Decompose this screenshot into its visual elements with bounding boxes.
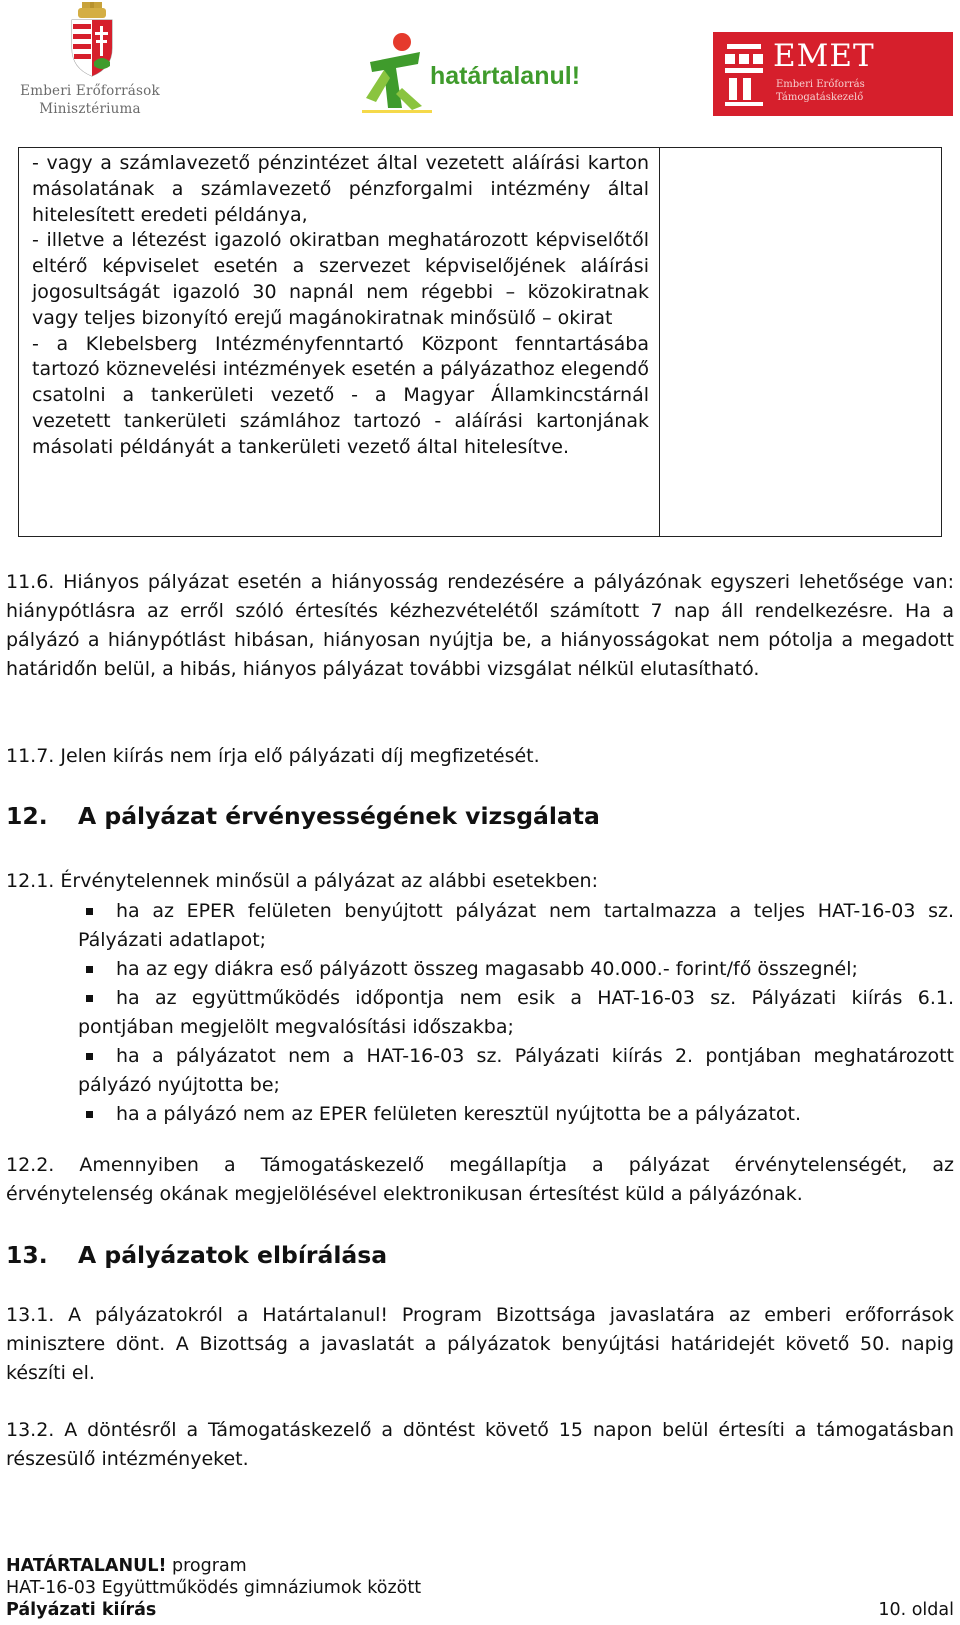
- hungarian-coat-of-arms-icon: [68, 2, 116, 78]
- heading-13-title: A pályázatok elbírálása: [78, 1241, 388, 1269]
- footer-document-type: Pályázati kiírás: [6, 1600, 157, 1620]
- program-logo-text: határtalanul!: [430, 62, 581, 90]
- heading-section-13: [6, 1240, 387, 1270]
- section-11-7: 11.7. Jelen kiírás nem írja elő pályázati díj megfizetését.: [6, 745, 540, 767]
- heading-12-title: A pályázat érvényességének vizsgálata: [78, 802, 600, 830]
- ministry-line-2: Minisztériuma: [39, 101, 141, 117]
- page-footer: [6, 1555, 954, 1621]
- requirements-table: [18, 147, 942, 537]
- table-cell-paragraph-3: - a Klebelsberg Intézményfenntartó Központ fenntartásába tartozó köznevelési intézmények esetén a pályázathoz elegendő csatolni a tankerületi vezető - a Magyar Államkincstárnál vezetett tankerületi számlához tartozó - aláírási kartonjának másolati példányát a tankerületi vezető által hitelesítve.: [32, 332, 649, 458]
- list-item: [6, 955, 954, 984]
- hatartalanul-figure-icon: [362, 28, 432, 116]
- bullet-icon: [86, 1053, 93, 1060]
- emet-title: EMET: [773, 38, 875, 74]
- table-cell-text: [32, 151, 649, 461]
- bullet-icon: [86, 908, 93, 915]
- invalidity-conditions-list: [6, 897, 954, 1129]
- emet-emblem-icon: [721, 38, 767, 110]
- list-item: [6, 1100, 954, 1129]
- table-cell-paragraph-2: - illetve a létezést igazoló okiratban meghatározott képviselőtől eltérő képviselet esetén a szervezet képviselőjének aláírási jogosultságát igazoló 30 napnál nem régebbi – közokiratnak vagy teljes bizonyító erejű magánokiratnak minősülő – okirat: [32, 229, 649, 329]
- bullet-icon: [86, 966, 93, 973]
- footer-program-name: HATÁRTALANUL!: [6, 1556, 167, 1576]
- list-item-text: ha az együttműködés időpontja nem esik a HAT-16-03 sz. Pályázati kiírás 6.1. pontjában megjelölt megvalósítási időszakba;: [78, 987, 954, 1038]
- heading-section-12: [6, 801, 600, 831]
- footer-program-line: [6, 1555, 954, 1577]
- footer-program-suffix: program: [166, 1556, 247, 1576]
- list-item-text: ha az egy diákra eső pályázott összeg magasabb 40.000.- forint/fő összegnél;: [116, 958, 858, 980]
- ministry-line-1: Emberi Erőforrások: [20, 83, 160, 99]
- list-item-text: ha a pályázó nem az EPER felületen keresztül nyújtotta be a pályázatot.: [116, 1103, 802, 1125]
- list-item-text: ha az EPER felületen benyújtott pályázat nem tartalmazza a teljes HAT-16-03 sz. Pályázati adatlapot;: [78, 900, 954, 951]
- list-item: [6, 1042, 954, 1100]
- emet-subtitle: Emberi Erőforrás Támogatáskezelő: [776, 79, 865, 103]
- section-12-1-intro: 12.1. Érvénytelennek minősül a pályázat az alábbi esetekben:: [6, 870, 598, 892]
- heading-13-number: 13.: [6, 1241, 48, 1269]
- emmi-logo: [4, 2, 176, 120]
- heading-12-number: 12.: [6, 802, 48, 830]
- list-item: [6, 897, 954, 955]
- page-number: 10. oldal: [878, 1600, 954, 1620]
- bullet-icon: [86, 995, 93, 1002]
- section-11-6: 11.6. Hiányos pályázat esetén a hiányosság rendezésére a pályázónak egyszeri lehetősége van: hiánypótlásra az erről szóló értesítés kézhezvételétől számított 7 nap áll rendelkezésre. Ha a pályázó a hiánypótlást hibásan, hiányosan nyújtja be, a hiányosságokat nem pótolja a megadott határidőn belül, a hibás, hiányos pályázat további vizsgálat nélkül elutasítható.: [6, 571, 954, 680]
- hatartalanul-logo: [362, 28, 598, 118]
- emet-logo: [713, 32, 953, 116]
- section-13-1: 13.1. A pályázatokról a Határtalanul! Program Bizottsága javaslatára az emberi erőforrások minisztere dönt. A Bizottság a javaslatát a pályázatok benyújtási határidejét követő 50. napig készíti el.: [6, 1304, 954, 1384]
- bullet-icon: [86, 1111, 93, 1118]
- section-13-2: 13.2. A döntésről a Támogatáskezelő a döntést követő 15 napon belül értesíti a támogatásban részesülő intézményeket.: [6, 1419, 954, 1470]
- footer-call-title: HAT-16-03 Együttműködés gimnáziumok között: [6, 1578, 422, 1598]
- section-12-2: 12.2. Amennyiben a Támogatáskezelő megállapítja a pályázat érvénytelenségét, az érvénytelenség okának megjelölésével elektronikusan értesítést küld a pályázónak.: [6, 1154, 954, 1205]
- table-column-divider: [659, 148, 660, 536]
- table-cell-paragraph-1: - vagy a számlavezető pénzintézet által vezetett aláírási karton másolatának a számlavezető pénzforgalmi intézmény által hitelesített eredeti példánya,: [32, 152, 649, 226]
- ministry-name: [4, 82, 176, 118]
- list-item-text: ha a pályázatot nem a HAT-16-03 sz. Pályázati kiírás 2. pontjában meghatározott pályázó nyújtotta be;: [78, 1045, 954, 1096]
- list-item: [6, 984, 954, 1042]
